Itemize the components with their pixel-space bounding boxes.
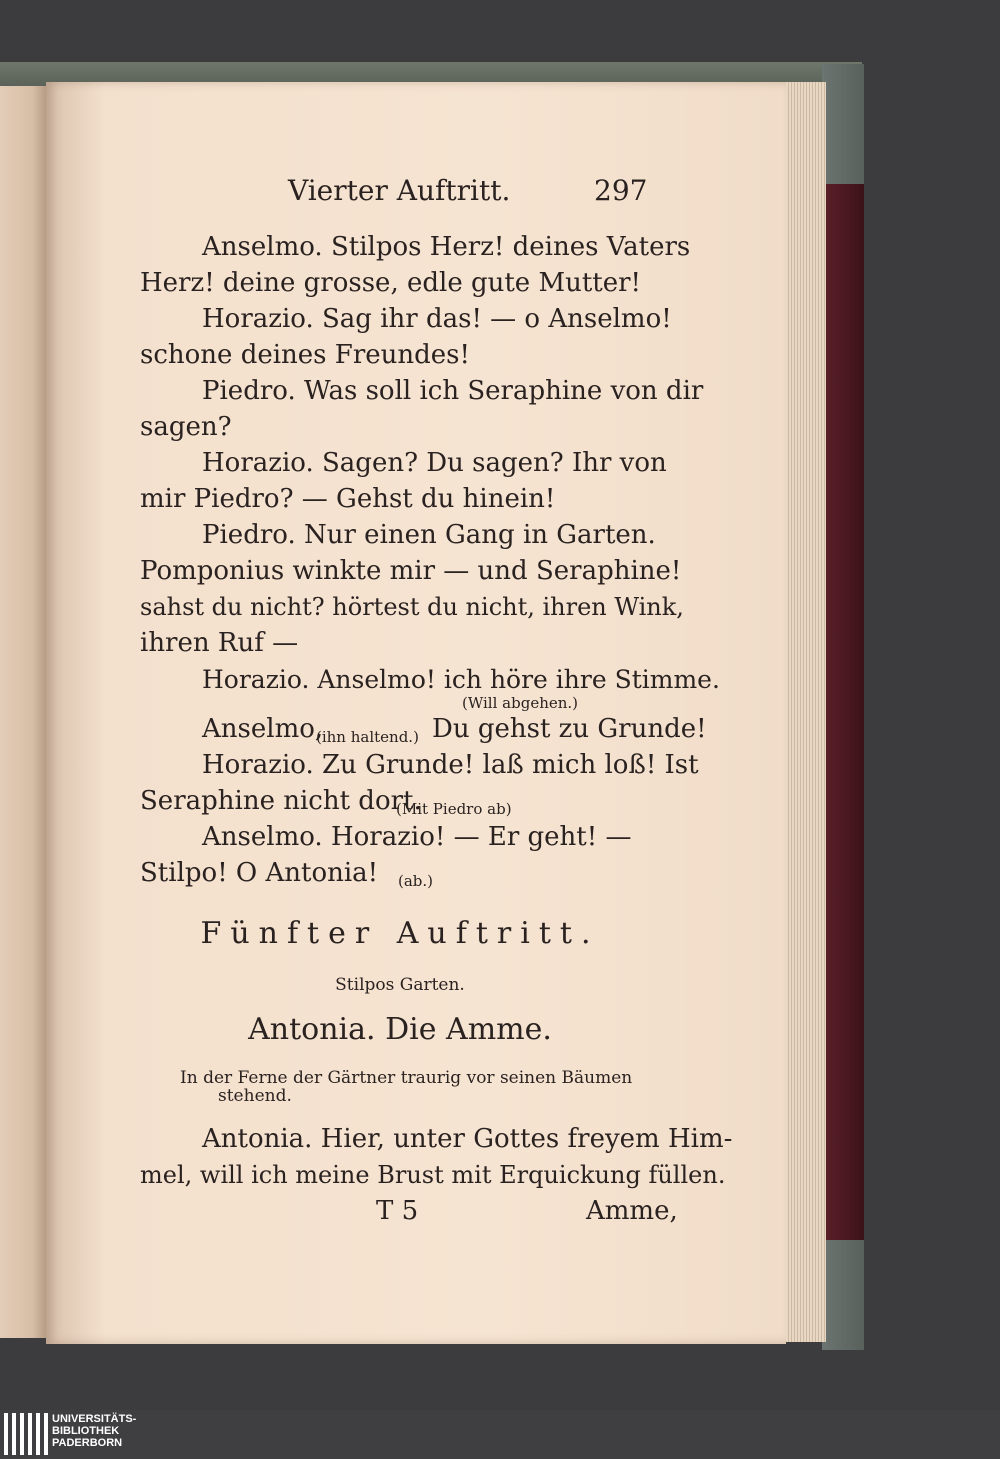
section-title: Fünfter Auftritt. bbox=[200, 916, 600, 951]
stage-direction: (Mit Piedro ab) bbox=[396, 800, 512, 818]
text-line: Horazio. Zu Grunde! laß mich loß! Ist bbox=[202, 750, 699, 780]
footer-bar bbox=[0, 1410, 1000, 1459]
library-name bbox=[52, 1413, 136, 1449]
text-line: sahst du nicht? hörtest du nicht, ihren Wink, bbox=[140, 593, 684, 621]
text-line: Horazio. Anselmo! ich höre ihre Stimme. bbox=[202, 665, 720, 694]
text-line: Horazio. Sagen? Du sagen? Ihr von bbox=[202, 448, 667, 478]
library-logo-icon bbox=[4, 1413, 48, 1455]
stage-direction: (ab.) bbox=[398, 872, 434, 890]
running-head: Vierter Auftritt. bbox=[288, 174, 511, 207]
stage-direction: (ihn haltend.) bbox=[316, 728, 419, 746]
text-line: Antonia. Hier, unter Gottes freyem Him- bbox=[202, 1124, 733, 1154]
cover-cloth-top bbox=[822, 64, 864, 184]
text-line: Herz! deine grosse, edle gute Mutter! bbox=[140, 268, 641, 298]
text-line: Piedro. Was soll ich Seraphine von dir bbox=[202, 376, 704, 406]
library-name-line: PADERBORN bbox=[52, 1437, 123, 1449]
library-name-line: UNIVERSITÄTS- bbox=[52, 1413, 137, 1425]
text-line: ihren Ruf — bbox=[140, 628, 299, 658]
cover-cloth-bottom bbox=[822, 1240, 864, 1350]
text-line: Piedro. Nur einen Gang in Garten. bbox=[202, 520, 656, 550]
text-line: mel, will ich meine Brust mit Erquickung füllen. bbox=[140, 1161, 726, 1189]
book-cover-right bbox=[822, 64, 864, 1349]
text-line: mir Piedro? — Gehst du hinein! bbox=[140, 484, 556, 514]
scene-location: Stilpos Garten. bbox=[335, 975, 465, 995]
scene-persons: Antonia. Die Amme. bbox=[248, 1012, 552, 1047]
text-line: Anselmo, bbox=[202, 714, 324, 744]
text-line: Stilpo! O Antonia! bbox=[140, 858, 379, 888]
text-line: Pomponius winkte mir — und Seraphine! bbox=[140, 556, 682, 586]
text-line: Anselmo. Horazio! — Er geht! — bbox=[202, 822, 632, 852]
library-name-line: BIBLIOTHEK bbox=[52, 1425, 120, 1437]
text-line: Anselmo. Stilpos Herz! deines Vaters bbox=[202, 232, 691, 262]
text-line: schone deines Freundes! bbox=[140, 340, 470, 370]
catchword: Amme, bbox=[586, 1196, 678, 1226]
left-page-sliver bbox=[0, 86, 48, 1338]
stage-direction: (Will abgehen.) bbox=[462, 694, 579, 712]
text-line: Horazio. Sag ihr das! — o Anselmo! bbox=[202, 304, 672, 334]
text-line: sagen? bbox=[140, 412, 232, 442]
page-edges bbox=[780, 82, 826, 1342]
text-line: Du gehst zu Grunde! bbox=[432, 714, 707, 744]
stage-direction: stehend. bbox=[218, 1086, 292, 1106]
page-number: 297 bbox=[594, 174, 648, 207]
signature-mark: T 5 bbox=[376, 1196, 419, 1226]
text-line: Seraphine nicht dort. bbox=[140, 786, 422, 816]
stage-direction: In der Ferne der Gärtner traurig vor seinen Bäumen bbox=[180, 1068, 633, 1088]
